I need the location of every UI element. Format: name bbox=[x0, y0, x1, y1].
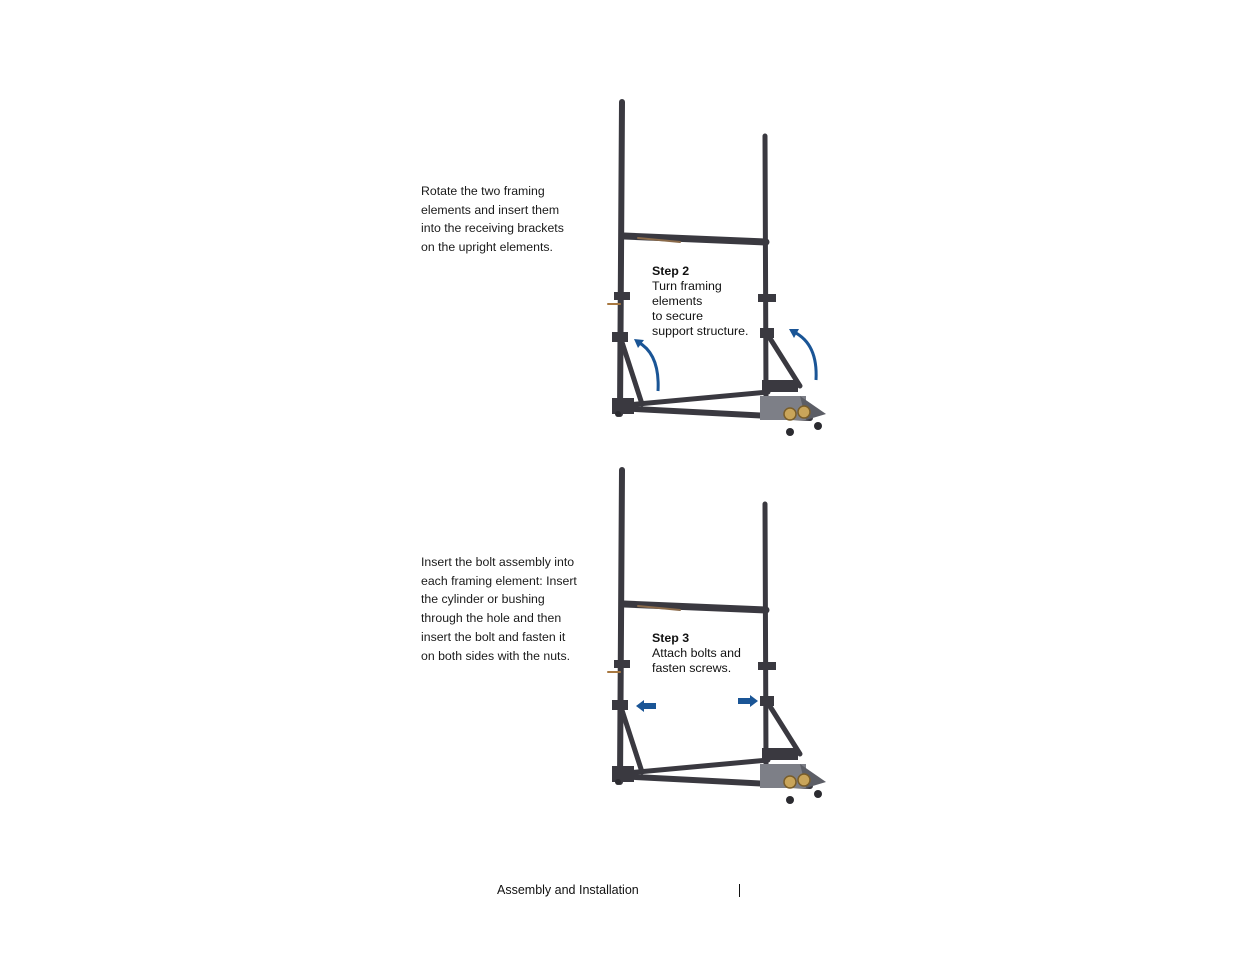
step-title: Step 3 bbox=[652, 631, 690, 645]
instruction-paragraph-step-3 bbox=[421, 553, 591, 665]
footer-section-title: Assembly and Installation bbox=[497, 883, 639, 897]
text-line: on both sides with the nuts. bbox=[421, 648, 571, 663]
text-line: Rotate the two framing bbox=[421, 184, 545, 198]
step-caption bbox=[652, 264, 748, 339]
step-line: Attach bolts and bbox=[652, 646, 741, 660]
left-arrow-icon bbox=[636, 700, 656, 712]
text-line: each framing element: Insert bbox=[421, 573, 577, 588]
instruction-paragraph-step-2 bbox=[421, 182, 591, 257]
text-line: into the receiving brackets bbox=[421, 221, 564, 236]
step-line: Turn framing bbox=[652, 279, 722, 293]
step-caption bbox=[652, 631, 741, 676]
text-line: through the hole and then bbox=[421, 611, 562, 626]
step-line: support structure. bbox=[652, 324, 749, 338]
text-line: insert the bolt and fasten it bbox=[421, 629, 566, 644]
right-arrow-icon bbox=[738, 695, 758, 707]
step-title: Step 2 bbox=[652, 264, 690, 278]
frame-figure-step-2 bbox=[600, 96, 840, 456]
text-line: Insert the bolt assembly into bbox=[421, 555, 575, 569]
step-line: elements bbox=[652, 294, 703, 308]
frame-figure-step-3 bbox=[600, 464, 840, 824]
text-line: on the upright elements. bbox=[421, 240, 553, 255]
step-line: fasten screws. bbox=[652, 661, 732, 675]
text-line: elements and insert them bbox=[421, 202, 560, 217]
text-line: the cylinder or bushing bbox=[421, 592, 545, 607]
footer-separator bbox=[739, 884, 740, 897]
step-line: to secure bbox=[652, 309, 703, 323]
